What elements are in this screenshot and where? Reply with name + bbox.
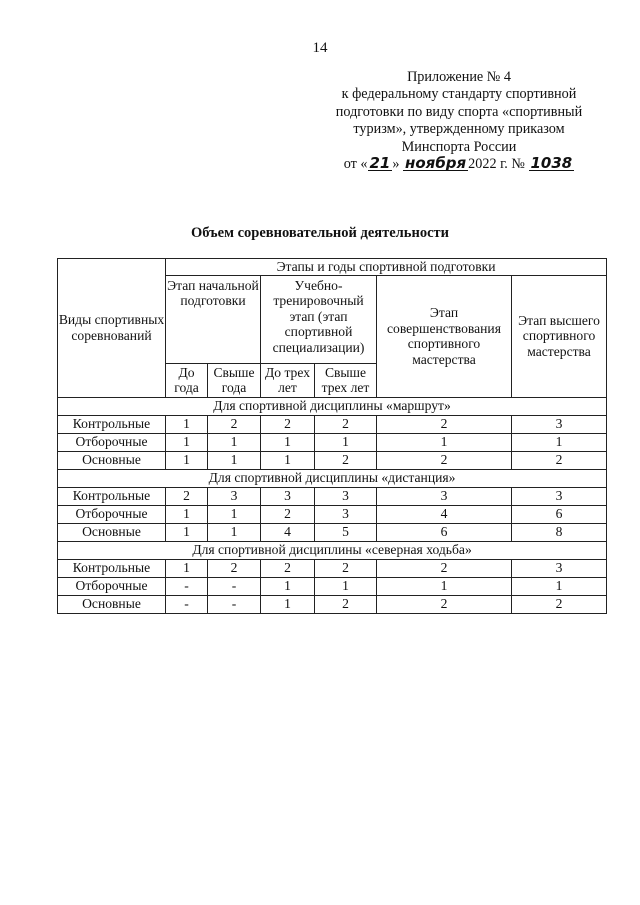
section-title-route: Для спортивной дисциплины «маршрут» (58, 397, 607, 415)
document-title: Объем соревновательной деятельности (191, 225, 449, 241)
handwritten-day: 21 (369, 154, 391, 173)
cell-up-to-three: 4 (261, 523, 315, 541)
header-stage-improvement: Этап совершенствования спортивного мастерства (377, 275, 512, 397)
appendix-line: Минспорта России (401, 138, 517, 155)
cell-over-three: 3 (315, 487, 377, 505)
cell-up-to-three: 1 (261, 595, 315, 613)
cell-up-to-year: 1 (166, 505, 208, 523)
cell-over-three: 3 (315, 505, 377, 523)
cell-over-year: - (208, 595, 261, 613)
row-type: Отборочные (58, 433, 166, 451)
row-type: Основные (58, 523, 166, 541)
cell-over-three: 5 (315, 523, 377, 541)
cell-over-three: 2 (315, 595, 377, 613)
cell-up-to-three: 3 (261, 487, 315, 505)
row-type: Контрольные (58, 415, 166, 433)
handwritten-month: ноября (405, 154, 467, 173)
cell-highest: 1 (512, 577, 607, 595)
cell-up-to-three: 1 (261, 451, 315, 469)
cell-over-three: 1 (315, 577, 377, 595)
header-stage-initial: Этап начальной подготовки (166, 275, 261, 363)
section-title-distance: Для спортивной дисциплины «дистанция» (58, 469, 607, 487)
cell-improvement: 1 (377, 433, 512, 451)
header-competition-types: Виды спортивных соревнований (58, 259, 166, 398)
cell-up-to-year: 1 (166, 523, 208, 541)
date-mid: » (392, 156, 400, 173)
cell-over-three: 2 (315, 559, 377, 577)
cell-up-to-three: 2 (261, 505, 315, 523)
cell-highest: 1 (512, 433, 607, 451)
cell-over-year: 2 (208, 415, 261, 433)
cell-up-to-three: 1 (261, 433, 315, 451)
cell-improvement: 4 (377, 505, 512, 523)
cell-up-to-year: - (166, 595, 208, 613)
cell-highest: 3 (512, 559, 607, 577)
cell-over-three: 2 (315, 415, 377, 433)
cell-up-to-year: 1 (166, 451, 208, 469)
header-over-three: Свыше трех лет (315, 363, 377, 397)
cell-improvement: 1 (377, 577, 512, 595)
cell-over-year: - (208, 577, 261, 595)
competition-volume-table (57, 258, 607, 614)
table-row (58, 595, 607, 613)
row-type: Контрольные (58, 559, 166, 577)
cell-up-to-year: 1 (166, 415, 208, 433)
cell-over-three: 1 (315, 433, 377, 451)
cell-over-year: 1 (208, 505, 261, 523)
cell-up-to-three: 2 (261, 415, 315, 433)
cell-up-to-three: 1 (261, 577, 315, 595)
table-row (58, 451, 607, 469)
table-row (58, 505, 607, 523)
cell-highest: 3 (512, 415, 607, 433)
cell-highest: 8 (512, 523, 607, 541)
section-title-nordic-walking: Для спортивной дисциплины «северная ходьба» (58, 541, 607, 559)
cell-improvement: 2 (377, 451, 512, 469)
table-row (58, 559, 607, 577)
table-row (58, 433, 607, 451)
table-row (58, 523, 607, 541)
header-stage-highest: Этап высшего спортивного мастерства (512, 275, 607, 397)
row-type: Основные (58, 595, 166, 613)
cell-up-to-year: 2 (166, 487, 208, 505)
appendix-line: подготовки по виду спорта «спортивный (335, 103, 583, 120)
row-type: Отборочные (58, 577, 166, 595)
date-suffix: 2022 г. № (468, 156, 525, 173)
order-date-line (320, 156, 598, 173)
header-stage-training: Учебно-тренировочный этап (этап спортивной специализации) (261, 275, 377, 363)
header-stages: Этапы и годы спортивной подготовки (166, 259, 607, 276)
cell-over-three: 2 (315, 451, 377, 469)
header-over-year: Свыше года (208, 363, 261, 397)
cell-up-to-three: 2 (261, 559, 315, 577)
row-type: Отборочные (58, 505, 166, 523)
cell-over-year: 2 (208, 559, 261, 577)
appendix-line: туризм», утвержденному приказом (353, 121, 565, 138)
cell-highest: 2 (512, 595, 607, 613)
row-type: Основные (58, 451, 166, 469)
date-prefix: от « (343, 156, 368, 173)
appendix-block (320, 69, 598, 173)
cell-improvement: 2 (377, 595, 512, 613)
page-number: 14 (312, 40, 328, 56)
appendix-line: к федеральному стандарту спортивной (341, 86, 577, 103)
cell-over-year: 1 (208, 433, 261, 451)
cell-up-to-year: - (166, 577, 208, 595)
cell-over-year: 1 (208, 523, 261, 541)
handwritten-order-number: 1038 (530, 154, 573, 173)
appendix-line: Приложение № 4 (407, 69, 511, 85)
row-type: Контрольные (58, 487, 166, 505)
cell-improvement: 6 (377, 523, 512, 541)
table-row (58, 415, 607, 433)
cell-improvement: 2 (377, 559, 512, 577)
cell-over-year: 3 (208, 487, 261, 505)
cell-over-year: 1 (208, 451, 261, 469)
table-row (58, 577, 607, 595)
cell-up-to-year: 1 (166, 559, 208, 577)
cell-improvement: 3 (377, 487, 512, 505)
cell-highest: 2 (512, 451, 607, 469)
cell-highest: 3 (512, 487, 607, 505)
table-row (58, 487, 607, 505)
header-up-to-year: До года (166, 363, 208, 397)
cell-up-to-year: 1 (166, 433, 208, 451)
cell-highest: 6 (512, 505, 607, 523)
cell-improvement: 2 (377, 415, 512, 433)
header-up-to-three: До трех лет (261, 363, 315, 397)
